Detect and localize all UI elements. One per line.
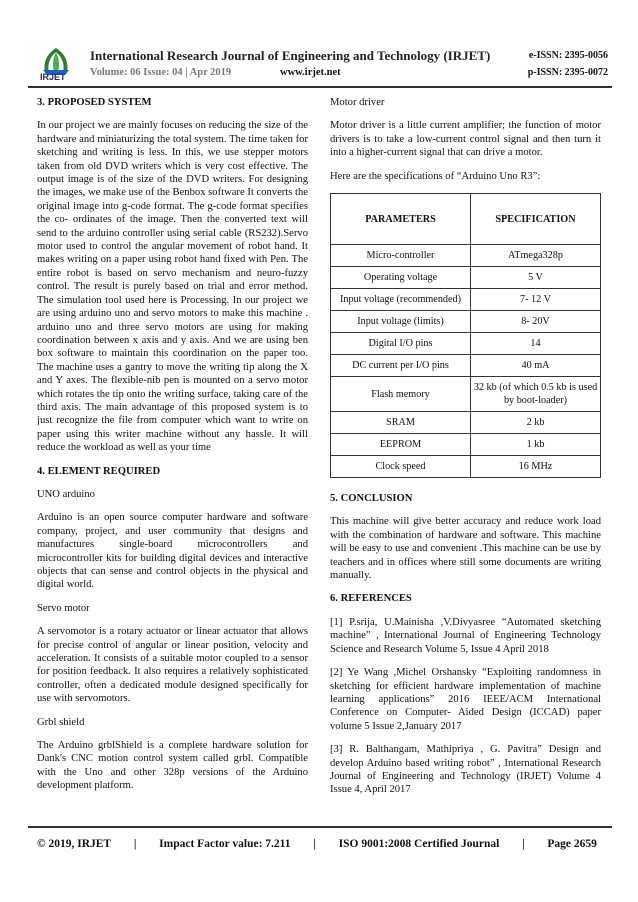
section-heading-proposed-system: 3. PROPOSED SYSTEM xyxy=(37,97,152,108)
table-row xyxy=(331,434,601,456)
table-cell: 1 kb xyxy=(471,434,601,456)
footer-impact-factor: Impact Factor value: 7.211 xyxy=(159,838,291,850)
table-cell: Micro-controller xyxy=(331,245,471,267)
table-row xyxy=(331,355,601,377)
footer-separator: | xyxy=(313,838,316,850)
subheading-uno: UNO arduino xyxy=(37,488,95,500)
eissn: e-ISSN: 2395-0056 xyxy=(528,50,608,61)
table-cell: EEPROM xyxy=(331,434,471,456)
journal-title: International Research Journal of Engineering and Technology (IRJET) xyxy=(90,48,491,63)
table-cell: Input voltage (limits) xyxy=(331,311,471,333)
subheading-motor-driver: Motor driver xyxy=(330,97,385,108)
volume-issue: Volume: 06 Issue: 04 | Apr 2019 xyxy=(90,67,232,78)
servo-paragraph: A servomotor is a rotary actuator or linear actuator that allows for precise control of angular or linear position, velocity and acceleration. It consists of a suitable motor coupled to a sensor for position feedback. It also requires a relatively sophisticated controller, often a dedicated module designed specifically for use with servomotors. xyxy=(37,626,308,705)
table-cell: 7- 12 V xyxy=(471,289,601,311)
spec-header-specification: SPECIFICATION xyxy=(471,194,601,245)
left-column xyxy=(37,96,308,803)
table-row xyxy=(331,267,601,289)
table-cell: ATmega328p xyxy=(471,245,601,267)
proposed-system-paragraph: In our project we are mainly focuses on reducing the size of the hardware and miniaturizing the total system. The time taken for sketching and writing is less. In this, we use stepper motors taken from old DVD writers which is very cost effective. The output image is of the size of the DVD writers. For designing the images, we make use of the Benbox software It converts the original image into g-code format. The g-code format specifies the co- ordinates of the image. Then the converted text will send to the arduino controller using serial cable (RS232).Servo motor used to control the angular movement of robot hand. It makes writing on a paper using robot hand fixed with Pen. The entire robot is based on servo mechanism and neuro-fuzzy control. The result is purely based on trial and error method. The simulation tool used here is Processing. In our project we are using arduino uno and servo motors to make this machine . arduino uno and three servo motors are using for making coordination between x axis and y axis. And we are using ben box software to maintain this coordination on the paper too. The machine uses a gantry to move the writing tip along the X and Y axes. The flexible-nib pen is mounted on a servo motor which rotates the tip onto the writing surface, taking care of the third axis. The main advantage of this proposed system is to just recognize the file from computer which want to write on paper using this writer machine without any hassle. It will reduce the workload as well as your time xyxy=(37,120,308,454)
table-row xyxy=(331,311,601,333)
table-row xyxy=(331,456,601,478)
footer-copyright: © 2019, IRJET xyxy=(37,838,112,850)
spec-intro: Here are the specifications of “Arduino Uno R3”: xyxy=(330,170,541,182)
table-row xyxy=(331,377,601,412)
motor-driver-paragraph: Motor driver is a little current amplifier; the function of motor drivers is to take a low-current control signal and then turn it into a higher-current signal that can drive a motor. xyxy=(330,120,601,159)
table-cell: 5 V xyxy=(471,267,601,289)
subheading-servo: Servo motor xyxy=(37,602,90,614)
grbl-paragraph: The Arduino grblShield is a complete hardware solution for Dank's CNC motion control system called grbl. Compatible with the Uno and other 328p versions of the Arduino development platform. xyxy=(37,740,308,792)
page-header xyxy=(28,42,614,86)
spec-table xyxy=(330,193,601,478)
table-cell: Digital I/O pins xyxy=(331,333,471,355)
table-cell: 16 MHz xyxy=(471,456,601,478)
page-footer xyxy=(37,838,597,850)
section-heading-references: 6. REFERENCES xyxy=(330,593,412,605)
table-row xyxy=(331,412,601,434)
table-cell: DC current per I/O pins xyxy=(331,355,471,377)
uno-paragraph: Arduino is an open source computer hardware and software company, project, and user community that designs and manufactures single-board microcontrollers and microcontroller kits for building digital devices and interactive objects that can sense and control objects in the physical and digital world. xyxy=(37,512,308,591)
header-divider xyxy=(28,86,612,88)
section-heading-element-required: 4. ELEMENT REQUIRED xyxy=(37,465,161,477)
table-cell: 2 kb xyxy=(471,412,601,434)
table-cell: SRAM xyxy=(331,412,471,434)
table-cell: Input voltage (recommended) xyxy=(331,289,471,311)
footer-divider xyxy=(28,826,612,828)
website-link[interactable]: www.irjet.net xyxy=(280,67,341,78)
logo-text: IRJET xyxy=(40,72,66,82)
table-cell: 14 xyxy=(471,333,601,355)
footer-iso: ISO 9001:2008 Certified Journal xyxy=(338,838,500,850)
table-cell: Operating voltage xyxy=(331,267,471,289)
subheading-grbl: Grbl shield xyxy=(37,716,85,728)
table-cell: 8- 20V xyxy=(471,311,601,333)
table-row xyxy=(331,245,601,267)
reference-item: [3] R. Balthangam, Mathipriya , G. Pavitra” Design and develop Arduino based writing robot” , International Research Journal of Engineering and Technology (IRJET) Volume 4 Issue 4, April 2017 xyxy=(330,744,601,796)
table-cell: 32 kb (of which 0.5 kb is used by boot-loader) xyxy=(471,377,601,412)
table-row xyxy=(331,333,601,355)
pissn: p-ISSN: 2395-0072 xyxy=(527,67,608,78)
table-cell: Clock speed xyxy=(331,456,471,478)
spec-header-parameters: PARAMETERS xyxy=(331,194,471,245)
table-row xyxy=(331,289,601,311)
conclusion-paragraph: This machine will give better accuracy and reduce work load with the combination of hardware and software. This machine will be easy to use and convenient .This machine can be use by teachers and in offices where still some documents are writing manually. xyxy=(330,516,601,582)
right-column xyxy=(330,96,601,807)
footer-separator: | xyxy=(522,838,525,850)
table-cell: 40 mA xyxy=(471,355,601,377)
footer-page-number: Page 2659 xyxy=(547,838,597,850)
reference-item: [1] P.srija, U.Mainisha ,V.Divyasree “Automated sketching machine” , International Journal of Engineering Technology Science and Research Volume 5, Issue 4 April 2018 xyxy=(330,616,601,655)
section-heading-conclusion: 5. CONCLUSION xyxy=(330,493,413,505)
spec-table-header-row xyxy=(331,194,601,245)
reference-item: [2] Ye Wang ,Michel Orshansky “Exploiting randomness in sketching for efficient hardware implementation of machine learning applications” 2016 IEEE/ACM International Conference on Computer- Aided Design (ICCAD) paper volume 5 Issue 2,January 2017 xyxy=(330,667,601,732)
footer-separator: | xyxy=(133,838,137,850)
table-cell: Flash memory xyxy=(331,377,471,412)
